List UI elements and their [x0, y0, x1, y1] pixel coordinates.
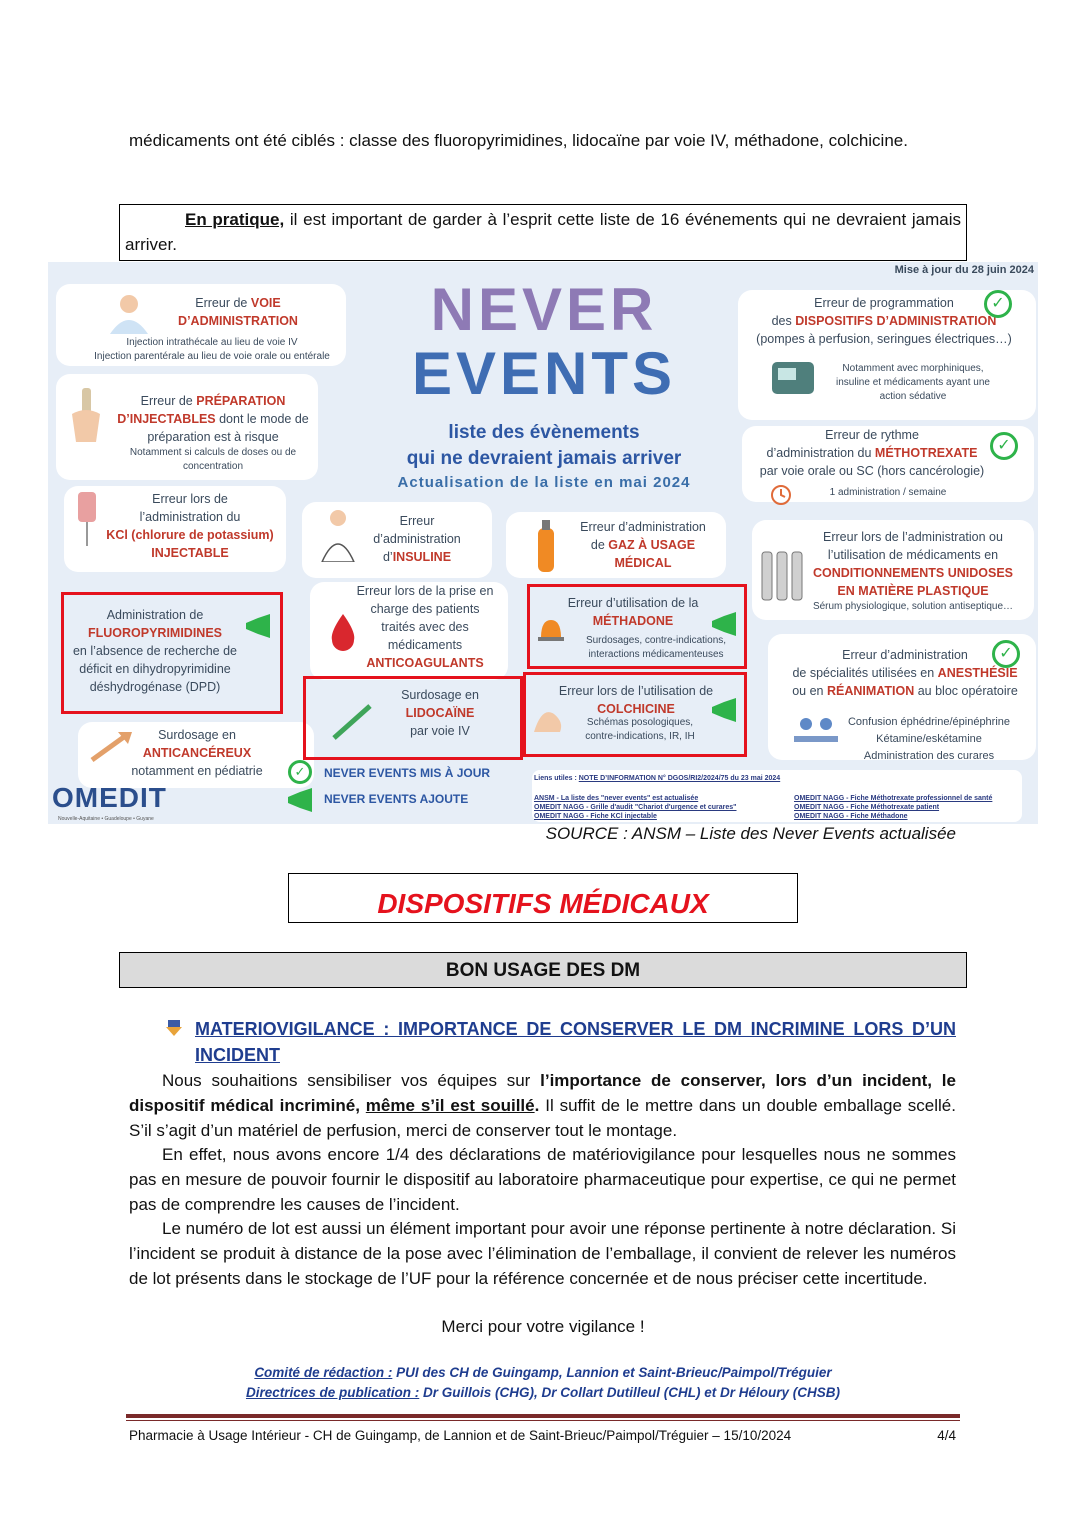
- card-text: en l’absence de recherche de: [72, 644, 237, 658]
- card-methadone-details: [576, 634, 736, 662]
- card-kcl: [100, 490, 280, 562]
- card-voie-administration: [158, 294, 318, 330]
- check-updated-icon: ✓: [992, 640, 1020, 668]
- card-text: Administration de: [106, 608, 204, 622]
- card-text: Erreur de rythme: [825, 428, 919, 442]
- check-updated-icon: ✓: [990, 432, 1018, 460]
- infographic-subtitle: [404, 420, 684, 472]
- megaphone-icon: [710, 612, 740, 636]
- card-text: d’administration du: [766, 446, 875, 460]
- footer-text: Pharmacie à Usage Intérieur - CH de Guingamp, de Lannion et de Saint-Brieuc/Paimpol/Tréguier – 15/10/2024: [129, 1428, 792, 1443]
- card-keyword: ANESTHÉSIE: [937, 666, 1018, 680]
- card-text: Erreur lors de l’administration ou: [823, 530, 1003, 544]
- card-keyword: VOIE: [250, 296, 281, 310]
- card-anesthesie-details: [834, 714, 1024, 765]
- card-methotrexate-details: [788, 486, 988, 500]
- card-detail: Injection parentérale au lieu de voie orale ou entérale: [94, 351, 330, 362]
- card-unidoses: [798, 528, 1028, 614]
- card-keyword: KCl (chlorure de potassium): [106, 528, 274, 542]
- card-text: ou en: [792, 684, 827, 698]
- card-text: Erreur: [399, 514, 435, 528]
- omedit-logo-subtitle: Nouvelle-Aquitaine • Guadeloupe • Guyane: [58, 816, 154, 822]
- practice-box: [119, 204, 967, 261]
- card-detail: Notamment si calculs de doses ou de: [129, 447, 297, 458]
- footer-divider: [126, 1414, 960, 1418]
- card-keyword: MÉTHOTREXATE: [874, 446, 978, 460]
- legend-updated: NEVER EVENTS MIS À JOUR: [324, 766, 491, 780]
- card-detail: insuline et médicaments ayant une: [836, 377, 990, 388]
- card-detail: Sérum physiologique, solution antiseptique…: [812, 601, 1014, 612]
- card-text: déshydrogénase (DPD): [89, 680, 221, 694]
- card-detail: concentration: [182, 461, 244, 472]
- card-text: par voie orale ou SC (hors cancérologie): [759, 464, 985, 478]
- card-detail: Injection intrathécale au lieu de voie IV: [126, 337, 298, 348]
- link-item[interactable]: OMEDIT NAGG - Fiche Méthotrexate patient: [794, 804, 940, 811]
- card-keyword: PRÉPARATION: [196, 394, 286, 408]
- card-anticoagulants: [342, 582, 508, 672]
- card-keyword: CONDITIONNEMENTS UNIDOSES: [812, 566, 1013, 580]
- subtitle-line-2: qui ne devraient jamais arriver: [406, 448, 682, 469]
- card-text: Erreur lors de: [152, 492, 228, 506]
- megaphone-icon: [244, 614, 274, 638]
- practice-lead: En pratique,: [185, 210, 285, 229]
- intro-paragraph: médicaments ont été ciblés : classe des fluoropyrimidines, lidocaïne par voie IV, méthadone, colchicine.: [129, 131, 908, 150]
- link-note[interactable]: NOTE D’INFORMATION N° DGOS/RI2/2024/75 du 23 mai 2024: [578, 775, 781, 782]
- card-insuline: [358, 512, 476, 566]
- syringe-icon: [330, 702, 374, 742]
- credits: [0, 1363, 1086, 1403]
- card-text: Erreur de: [140, 394, 197, 408]
- person-injection-icon: [318, 508, 358, 562]
- nurse-icon: [104, 292, 154, 334]
- card-keyword: ANTICANCÉREUX: [142, 746, 252, 760]
- operating-room-icon: [792, 712, 840, 752]
- card-text: au bloc opératoire: [914, 684, 1018, 698]
- credits-label: Comité de rédaction :: [254, 1365, 393, 1380]
- footer-divider-thin: [126, 1420, 960, 1421]
- card-text: d’administration: [373, 532, 461, 546]
- update-date: Mise à jour du 28 juin 2024: [894, 264, 1034, 276]
- card-keyword: D’ADMINISTRATION: [178, 314, 298, 328]
- card-detail: contre-indications, IR, IH: [585, 731, 695, 742]
- section-title: DISPOSITIFS MÉDICAUX: [288, 873, 798, 923]
- card-text: Erreur de: [195, 296, 251, 310]
- events-title: EVENTS: [411, 340, 677, 407]
- card-detail: Surdosages, contre-indications,: [585, 635, 727, 646]
- card-programmation-details: [818, 362, 1008, 404]
- card-text: préparation est à risque: [147, 430, 279, 444]
- card-colchicine-details: [570, 716, 710, 744]
- card-keyword: RÉANIMATION: [826, 684, 915, 698]
- useful-links-panel: [532, 770, 1022, 822]
- p1-text: Nous souhaitions sensibiliser vos équipes sur: [162, 1071, 541, 1090]
- card-keyword: LIDOCAÏNE: [405, 706, 475, 720]
- card-methotrexate: [748, 426, 996, 480]
- infographic-update-note: Actualisation de la liste en mai 2024: [397, 474, 691, 491]
- megaphone-icon: [710, 698, 740, 722]
- card-text: d’: [382, 550, 393, 564]
- card-detail: Notamment avec morphiniques,: [842, 363, 984, 374]
- credits-label: Directrices de publication :: [245, 1385, 420, 1400]
- credits-value: Dr Guillois (CHG), Dr Collart Dutilleul (CHL) et Dr Héloury (CHSB): [419, 1385, 841, 1400]
- card-detail: Confusion éphédrine/épinéphrine: [847, 716, 1011, 728]
- card-text: charge des patients: [370, 602, 480, 616]
- links-title: Liens utiles :: [534, 775, 579, 782]
- card-text: Erreur d’administration: [580, 520, 706, 534]
- infusion-pump-icon: [770, 358, 816, 398]
- card-text: déficit en dihydropyrimidine: [79, 662, 231, 676]
- card-keyword: COLCHICINE: [597, 702, 675, 716]
- card-detail: 1 administration / semaine: [829, 487, 947, 498]
- iv-bag-icon: [76, 490, 98, 546]
- card-text: de: [590, 538, 609, 552]
- card-text: Erreur lors de la prise en: [356, 584, 494, 598]
- materio-paragraph-2: En effet, nous avons encore 1/4 des déclarations de matériovigilance pour lesquelles nous ne sommes pas en mesure de pouvoir fournir le dispositif au laboratoire pharmaceutique pour expertise, ce qui ne permet pas de comprendre les causes de l’incident.: [129, 1145, 956, 1214]
- card-text: (pompes à perfusion, seringues électriques…): [756, 332, 1012, 346]
- omedit-logo: OMEDIT: [52, 782, 167, 813]
- card-gaz-medical: [558, 518, 728, 572]
- card-text: Erreur de programmation: [814, 296, 954, 310]
- materio-paragraph-3: Le numéro de lot est aussi un élément important pour avoir une réponse pertinente à notre déclaration. Si l’incident se produit à distance de la pose avec l’élimination de l’emballage, il convient de relever les numéros de lot présents dans le stockage de l’UF pour la référence concernée et de nous préciser cette incertitude.: [129, 1219, 956, 1288]
- card-text: médicaments: [387, 638, 463, 652]
- legend-check-icon: ✓: [288, 760, 312, 784]
- credits-value: PUI des CH de Guingamp, Lannion et Saint-Brieuc/Paimpol/Tréguier: [392, 1365, 832, 1380]
- card-detail: Schémas posologiques,: [586, 717, 694, 728]
- card-detail: interactions médicamenteuses: [588, 649, 724, 660]
- card-keyword: EN MATIÈRE PLASTIQUE: [837, 584, 989, 598]
- check-updated-icon: ✓: [984, 290, 1012, 318]
- practice-text: il est important de garder à l’esprit cette liste de 16 événements qui ne devraient jamais arriver.: [125, 210, 962, 254]
- p1-bold: l’importance de conserver, lors d’un incident, le dispositif médical incriminé,: [129, 1071, 956, 1115]
- gas-cylinder-icon: [532, 518, 560, 574]
- legend-megaphone-icon: [286, 788, 316, 812]
- p1-bold-period: .: [534, 1096, 540, 1115]
- card-text: dont le mode de: [215, 412, 309, 426]
- hand-vial-icon: [64, 384, 108, 444]
- card-voie-details: [78, 336, 346, 364]
- card-keyword: ANTICOAGULANTS: [366, 656, 484, 670]
- card-keyword: FLUOROPYRIMIDINES: [87, 626, 223, 640]
- materio-paragraph-1: [129, 1068, 956, 1143]
- card-text: notamment en pédiatrie: [131, 764, 263, 778]
- never-events-infographic: [48, 262, 1038, 824]
- card-detail: action sédative: [879, 391, 947, 402]
- p1-text: Il suffit de le mettre dans un double emballage scellé. S’il s’agit d’un matériel de perfusion, merci de conserver tout le montage.: [129, 1096, 956, 1140]
- card-keyword: MÉTHADONE: [592, 614, 674, 628]
- link-item[interactable]: OMEDIT NAGG - Fiche Méthotrexate professionnel de santé: [794, 795, 993, 802]
- subsection-title: BON USAGE DES DM: [119, 952, 967, 988]
- card-detail: Kétamine/eskétamine: [876, 733, 982, 745]
- card-preparation-injectables: [110, 392, 316, 474]
- card-fluoropyrimidines: [70, 606, 240, 696]
- card-keyword: D’INJECTABLES: [117, 412, 216, 426]
- card-text: Surdosage en: [158, 728, 236, 742]
- card-text: Erreur d’utilisation de la: [567, 596, 699, 610]
- card-text: de spécialités utilisées en: [792, 666, 938, 680]
- card-text: des: [771, 314, 796, 328]
- card-text: par voie IV: [410, 724, 470, 738]
- legend-added: NEVER EVENTS AJOUTE: [324, 792, 469, 806]
- card-text: Erreur d’administration: [842, 648, 968, 662]
- card-methadone: [548, 594, 718, 630]
- link-item[interactable]: OMEDIT NAGG - Fiche KCl injectable: [534, 813, 657, 820]
- card-keyword: INJECTABLE: [151, 546, 229, 560]
- subtitle-line-1: liste des évènements: [448, 422, 640, 443]
- materiovigilance-title: MATERIOVIGILANCE : IMPORTANCE DE CONSERVER LE DM INCRIMINE LORS D’UN INCIDENT: [195, 1019, 956, 1065]
- card-lidocaine: [380, 686, 500, 740]
- card-keyword: INSULINE: [392, 550, 452, 564]
- card-text: Surdosage en: [401, 688, 479, 702]
- card-text: l’administration du: [139, 510, 241, 524]
- link-item[interactable]: OMEDIT NAGG - Fiche Méthadone: [794, 813, 908, 820]
- card-keyword: MÉDICAL: [614, 556, 672, 570]
- never-title: NEVER: [430, 276, 658, 343]
- card-keyword: GAZ À USAGE: [608, 538, 696, 552]
- link-item[interactable]: OMEDIT NAGG - Grille d'audit "Chariot d'urgence et curares": [534, 804, 737, 811]
- link-item[interactable]: ANSM - La liste des "never events" est actualisée: [534, 795, 699, 802]
- card-detail: Administration des curares: [863, 750, 995, 762]
- p1-bold-underlined: même s’il est souillé: [365, 1096, 535, 1115]
- card-keyword: DISPOSITIFS D’ADMINISTRATION: [795, 314, 997, 328]
- source-caption: SOURCE : ANSM – Liste des Never Events actualisée: [545, 824, 956, 843]
- card-text: traités avec des: [381, 620, 469, 634]
- card-colchicine: [544, 682, 728, 718]
- page-number: 4/4: [937, 1428, 956, 1443]
- thanks-line: Merci pour votre vigilance !: [441, 1317, 645, 1336]
- card-text: l’utilisation de médicaments en: [827, 548, 999, 562]
- card-text: Erreur lors de l’utilisation de: [558, 684, 714, 698]
- bullet-arrow-icon: [166, 1020, 182, 1036]
- card-anticancereux: [112, 726, 282, 780]
